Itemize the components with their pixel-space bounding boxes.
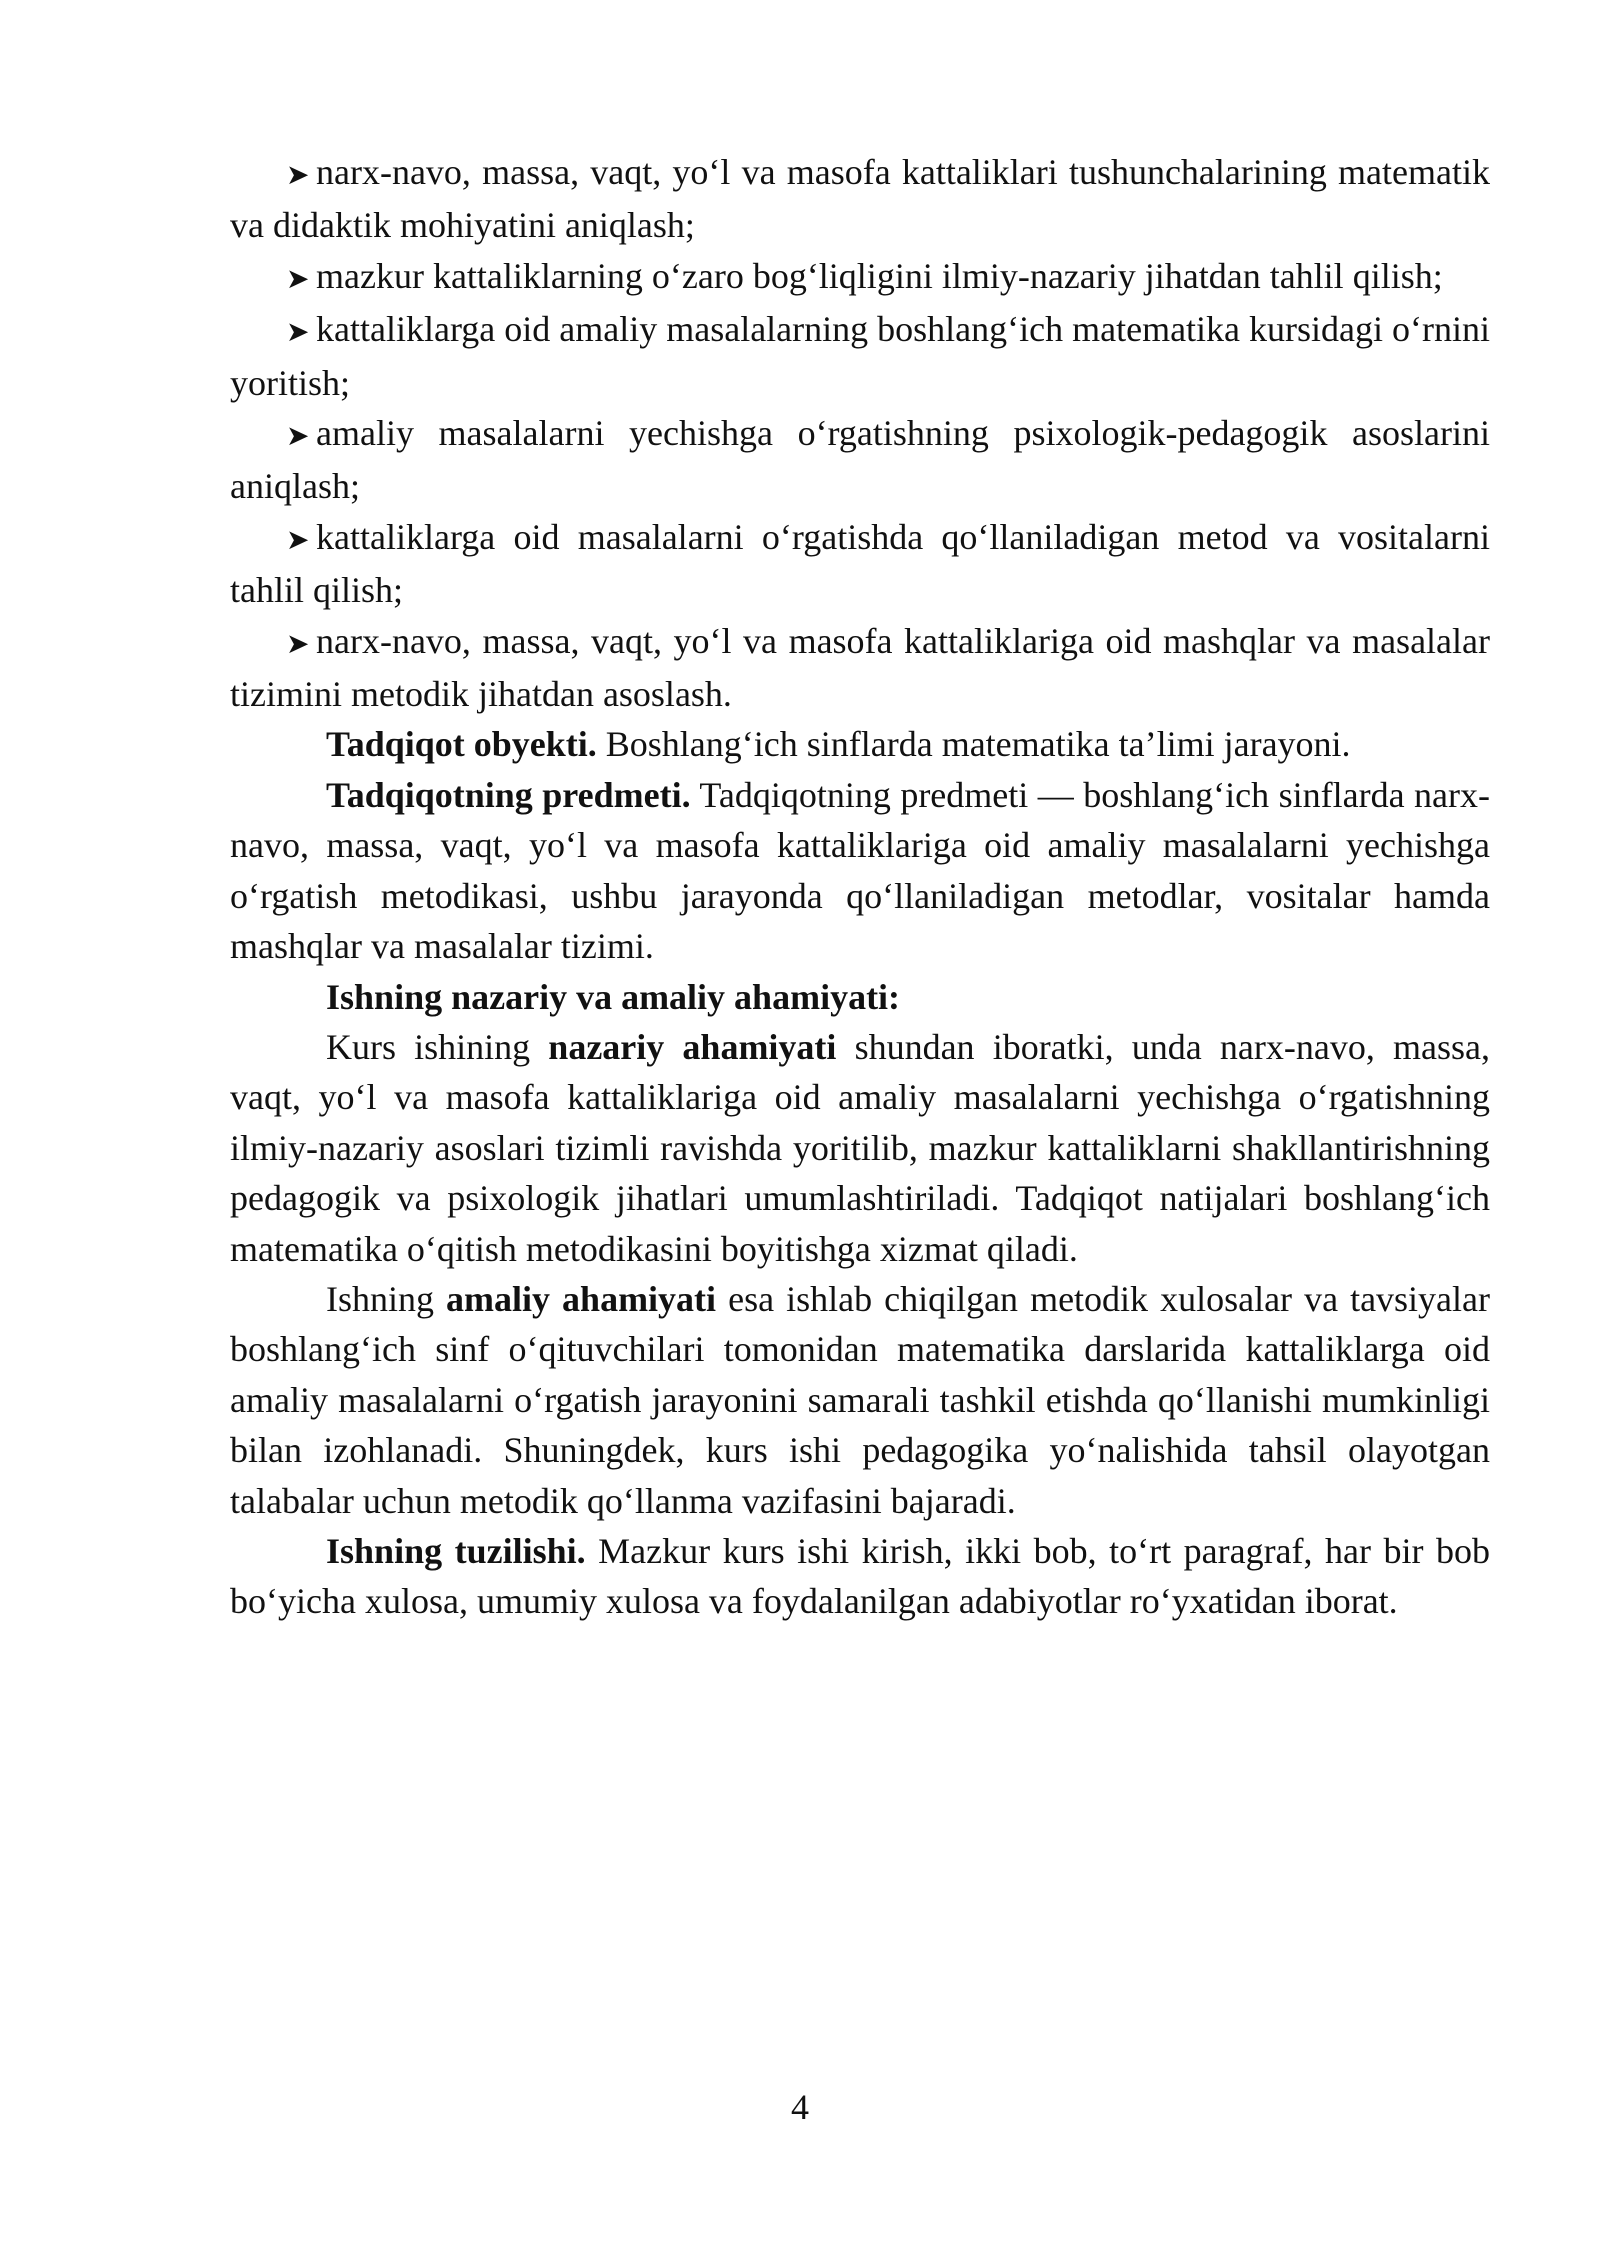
list-item (230, 616, 1490, 720)
list-item-text: narx-navo, massa, vaqt, yo‘l va masofa kattaliklari tushunchalarining matematik va didaktik mohiyatini aniqlash; (230, 152, 1490, 246)
significance-heading (230, 972, 1490, 1022)
work-structure-paragraph (230, 1526, 1490, 1627)
research-subject-label: Tadqiqotning predmeti. (326, 774, 691, 815)
list-item-text: amaliy masalalarni yechishga o‘rgatishning psixologik-pedagogik asoslarini aniqlash; (230, 413, 1490, 507)
page-number: 4 (791, 2087, 809, 2127)
document-page (230, 147, 1490, 1627)
list-item-text: mazkur kattaliklarning o‘zaro bog‘liqligini ilmiy-nazariy jihatdan tahlil qilish; (316, 255, 1443, 296)
work-structure-label: Ishning tuzilishi. (326, 1530, 586, 1571)
practical-text-rest: esa ishlab chiqilgan metodik xulosalar va tavsiyalar boshlang‘ich sinf o‘qituvchilari tomonidan matematika darslarida kattaliklarga oid amaliy masalalarni o‘rgatish jarayonini samarali tashkil etishda qo‘llanishi mumkinligi bilan izohlanadi. Shuningdek, kurs ishi pedagogika yo‘nalishida tahsil olayotgan talabalar uchun metodik qo‘llanma vazifasini bajaradi. (230, 1278, 1491, 1521)
research-object-label: Tadqiqot obyekti. (326, 724, 597, 765)
research-subject-paragraph (230, 770, 1490, 972)
research-object-paragraph (230, 719, 1490, 769)
theoretical-text-rest: shundan iboratki, unda narx-navo, massa, vaqt, yo‘l va masofa kattaliklariga oid amaliy masalalarni yechishga o‘rgatishning ilmiy-nazariy asoslari tizimli ravishda yoritilib, mazkur kattaliklarni shakllantirishning pedagogik va psixologik jihatlari umumlashtiriladi. Tadqiqot natijalari boshlang‘ich matematika o‘qitish metodikasini boyitishga xizmat qiladi. (230, 1026, 1490, 1269)
list-item (230, 408, 1490, 512)
list-item-text: narx-navo, massa, vaqt, yo‘l va masofa kattaliklariga oid mashqlar va masalalar tizimini metodik jihatdan asoslash. (230, 620, 1490, 715)
theoretical-text-start: Kurs ishining (326, 1026, 549, 1067)
list-item (230, 147, 1490, 251)
list-item (230, 304, 1490, 408)
practical-significance-label: amaliy ahamiyati (446, 1278, 717, 1319)
theoretical-significance-paragraph (230, 1022, 1490, 1274)
arrowhead-bullet-icon: ➤ (286, 419, 310, 453)
research-object-text: Boshlang‘ich sinflarda matematika ta’limi jarayoni. (596, 724, 1351, 765)
arrowhead-bullet-icon: ➤ (286, 522, 310, 556)
arrowhead-bullet-icon: ➤ (286, 315, 310, 349)
arrowhead-bullet-icon: ➤ (286, 261, 310, 295)
list-item (230, 512, 1490, 616)
theoretical-significance-label: nazariy ahamiyati (548, 1026, 837, 1067)
research-subject-text: Tadqiqotning predmeti — boshlang‘ich sinflarda narx-navo, massa, vaqt, yo‘l va masofa kattaliklariga oid amaliy masalalarni yechishga o‘rgatish metodikasi, ushbu jarayonda qo‘llaniladigan metodlar, vositalar hamda mashqlar va masalalar tizimi. (230, 774, 1490, 967)
list-item (230, 251, 1490, 304)
arrowhead-bullet-icon: ➤ (286, 626, 310, 660)
work-structure-text: Mazkur kurs ishi kirish, ikki bob, to‘rt paragraf, har bir bob bo‘yicha xulosa, umumiy xulosa va foydalanilgan adabiyotlar ro‘yxatidan iborat. (230, 1530, 1490, 1622)
list-item-text: kattaliklarga oid amaliy masalalarning boshlang‘ich matematika kursidagi o‘rnini yoritish; (230, 309, 1490, 403)
practical-significance-paragraph (230, 1274, 1490, 1526)
list-item-text: kattaliklarga oid masalalarni o‘rgatishda qo‘llaniladigan metod va vositalarni tahlil qilish; (230, 516, 1490, 611)
practical-text-start: Ishning (326, 1278, 447, 1319)
significance-heading-text: Ishning nazariy va amaliy ahamiyati: (326, 976, 901, 1017)
arrowhead-bullet-icon: ➤ (286, 158, 310, 191)
